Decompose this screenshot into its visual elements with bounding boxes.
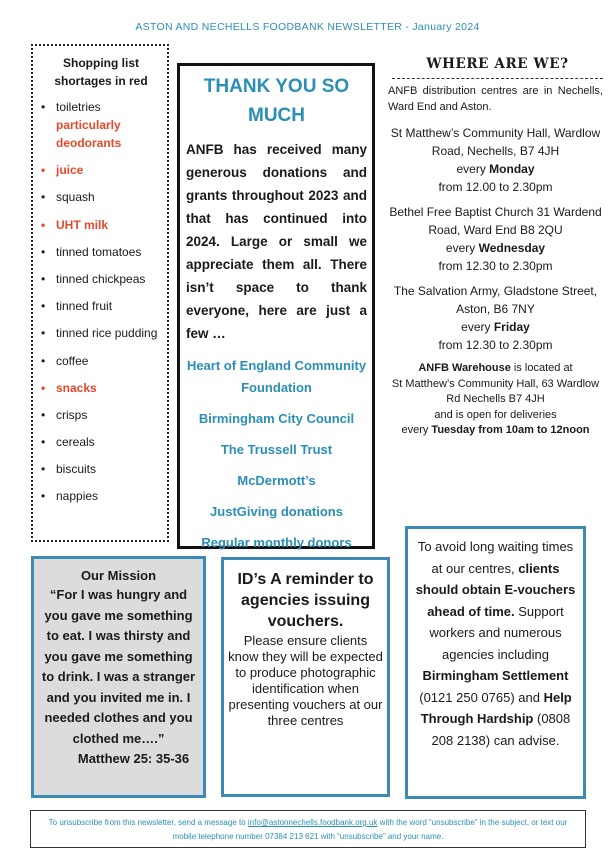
donor-item: Heart of England Community Foundation: [186, 358, 367, 395]
id-reminder-box: [221, 557, 390, 797]
id-reminder-body: Please ensure clients know they will be expected to produce photographic identification when presenting vouchers at our three centres: [228, 633, 383, 728]
list-item: • squash: [39, 188, 163, 206]
location-monday: [388, 124, 603, 196]
list-item: • tinned chickpeas: [39, 270, 163, 288]
list-item: • tinned tomatoes: [39, 243, 163, 261]
donor-item: The Trussell Trust: [220, 442, 333, 457]
list-item: • crisps: [39, 406, 163, 424]
location-address: St Matthew’s Community Hall, Wardlow Road, Nechells, B7 4JH: [390, 126, 601, 158]
donor-item: McDermott’s: [237, 473, 316, 488]
org-help-through-hardship: Help Through Hardship: [420, 689, 572, 726]
mission-title: Our Mission: [80, 568, 157, 583]
location-friday: [388, 282, 603, 354]
list-item: • cereals: [39, 433, 163, 451]
donor-list: [186, 355, 367, 554]
thank-you-body: ANFB has received many generous donations and grants throughout 2023 and that has continued into 2024. Large or small we appreciate them all. There isn’t space to thank everyone, here are just a few …: [186, 142, 367, 341]
mission-reference: Matthew 25: 35-36: [77, 751, 190, 766]
newsletter-header: ASTON AND NECHELLS FOODBANK NEWSLETTER - January 2024: [135, 21, 480, 33]
e-vouchers-highlight: clients should obtain E-vouchers ahead of time.: [415, 560, 576, 619]
unsubscribe-email-link[interactable]: info@astonnechells.foodbank.org.uk: [247, 818, 378, 827]
list-item: • biscuits: [39, 460, 163, 478]
list-item: • tinned rice pudding: [39, 324, 163, 342]
donor-item: JustGiving donations: [210, 504, 343, 519]
list-item: • coffee: [39, 352, 163, 370]
mission-quote: “For I was hungry and you gave me something to eat. I was thirsty and you gave me something to drink. I was a stranger and you invited me in. I needed clothes and you clothed me….”: [41, 587, 196, 746]
warehouse-address: St Matthew’s Community Hall, 63 Wardlow Rd Nechells B7 4JH: [391, 377, 600, 405]
location-day: every Wednesday: [445, 241, 546, 255]
list-item: • tinned fruit: [39, 297, 163, 315]
unsubscribe-footer: To unsubscribe from this newsletter, send a message to info@astonnechells.foodbank.org.uk with the word “unsubscribe” in the subject, or text our mobile telephone number 07384 213 621 with “unsubscribe” and your name.: [30, 810, 586, 848]
shopping-list-box: [31, 44, 169, 542]
location-day: every Friday: [461, 320, 530, 334]
e-vouchers-box: To avoid long waiting times at our centres, clients should obtain E-vouchers ahead of time. Support workers and numerous agencies including Birmingham Settlement (0121 250 0765) and Help Through Hardship (0808 208 2138) can advise.: [405, 526, 586, 799]
location-address: Bethel Free Baptist Church 31 Wardend Road, Ward End B8 2QU: [389, 205, 602, 237]
list-item: • juice: [39, 161, 163, 179]
location-time: from 12.30 to 2.30pm: [438, 338, 553, 352]
where-intro: ANFB distribution centres are in Nechells, Ward End and Aston.: [388, 85, 603, 113]
where-are-we-title: WHERE ARE WE?: [392, 56, 603, 79]
list-item: • snacks: [39, 379, 163, 397]
location-address: The Salvation Army, Gladstone Street, Aston, B6 7NY: [393, 284, 598, 316]
list-item: • UHT milk: [39, 216, 163, 234]
org-birmingham-settlement: Birmingham Settlement: [422, 668, 569, 683]
where-are-we-section: [388, 56, 603, 439]
donor-item: Birmingham City Council: [198, 411, 355, 426]
location-time: from 12.00 to 2.30pm: [438, 180, 553, 194]
warehouse-name: ANFB Warehouse: [418, 362, 511, 374]
warehouse-info: ANFB Warehouse is located at St Matthew’s Community Hall, 63 Wardlow Rd Nechells B7 4JH and is open for deliveries every Tuesday from 10am to 12noon: [388, 361, 603, 439]
location-day: every Monday: [456, 162, 535, 176]
mission-box: [31, 556, 206, 798]
id-reminder-title: ID’s A reminder to agencies issuing vouchers.: [237, 571, 374, 630]
location-time: from 12.30 to 2.30pm: [438, 259, 553, 273]
thank-you-title: THANK YOU SO MUCH: [203, 76, 350, 126]
shopping-list: [39, 98, 163, 505]
donor-item: Regular monthly donors: [201, 535, 352, 550]
warehouse-hours: every Tuesday from 10am to 12noon: [401, 424, 590, 436]
shopping-list-title: Shopping list shortages in red: [54, 56, 148, 88]
thank-you-box: [177, 63, 375, 549]
list-item: • nappies: [39, 487, 163, 505]
location-wednesday: [388, 203, 603, 275]
list-item-note: particularly deodorants: [56, 118, 122, 150]
warehouse-open: and is open for deliveries: [434, 408, 557, 421]
list-item: • toiletries particularly deodorants: [39, 98, 163, 152]
